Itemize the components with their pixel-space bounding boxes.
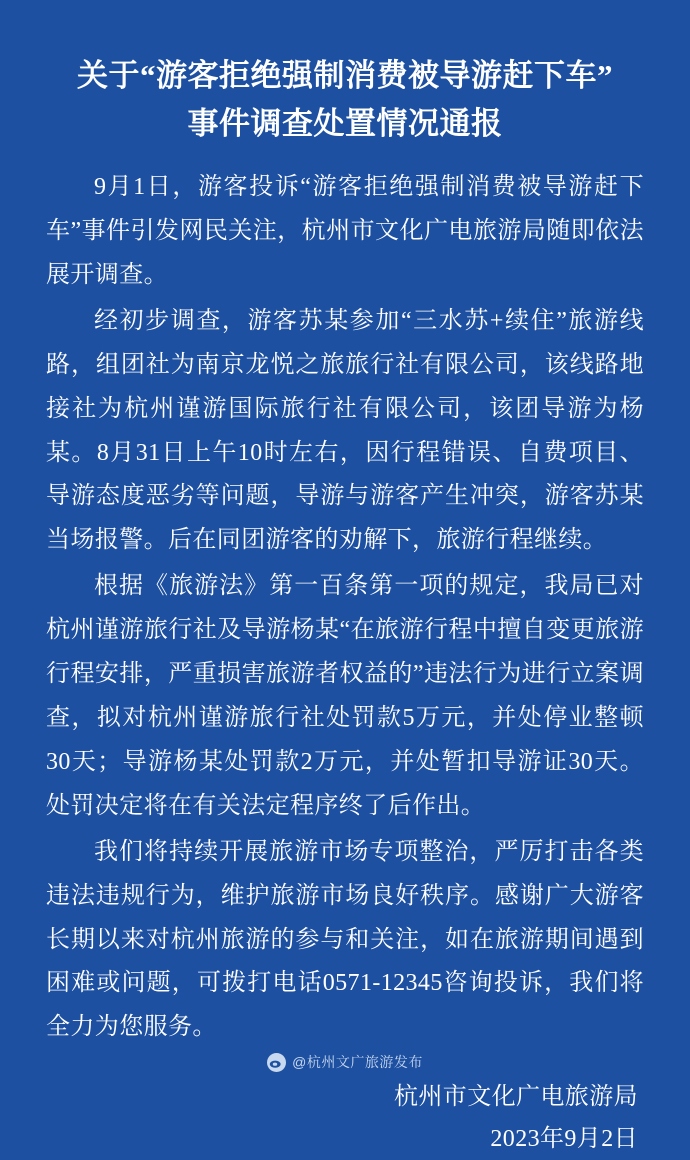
signature-organization: 杭州市文化广电旅游局 [394,1084,638,1111]
paragraph-2: 经初步调查，游客苏某参加“三水苏+续住”旅游线路，组团社为南京龙悦之旅旅行社有限公司，该线路地接社为杭州谨游国际旅行社有限公司，该团导游为杨某。8月31日上午10时左右，因行程错误、自费项目、导游态度恶劣等问题，导游与游客产生冲突，游客苏某当场报警。后在同团游客的劝解下，旅游行程继续。 [46,307,644,554]
footer-account-label[interactable]: @杭州文广旅游发布 [292,1054,423,1070]
paragraph-3: 根据《旅游法》第一百条第一项的规定，我局已对杭州谨游旅行社及导游杨某“在旅游行程中擅自变更旅游行程安排，严重损害旅游者权益的”违法行为进行立案调查，拟对杭州谨游旅行社处罚款5万元，并处停业整顿30天；导游杨某处罚款2万元，并处暂扣导游证30天。处罚决定将在有关法定程序终了后作出。 [46,573,644,819]
announcement-body [46,166,644,1050]
page-title [46,52,644,148]
title-line-2: 事件调查处置情况通报 [187,106,503,142]
paragraph-1: 9月1日，游客投诉“游客拒绝强制消费被导游赶下车”事件引发网民关注，杭州市文化广电旅游局随即依法展开调查。 [46,174,644,288]
weibo-icon [267,1053,286,1072]
paragraph-4: 我们将持续开展旅游市场专项整治，严厉打击各类违法违规行为，维护旅游市场良好秩序。感谢广大游客长期以来对杭州旅游的参与和关注，如在旅游期间遇到困难或问题，可拨打电话0571-12345咨询投诉，我们将全力为您服务。 [46,838,644,1041]
title-line-1: 关于“游客拒绝强制消费被导游赶下车” [77,58,613,93]
footer-attribution [0,1052,690,1072]
signature-date: 2023年9月2日 [490,1126,638,1153]
signature-block [46,1076,644,1160]
